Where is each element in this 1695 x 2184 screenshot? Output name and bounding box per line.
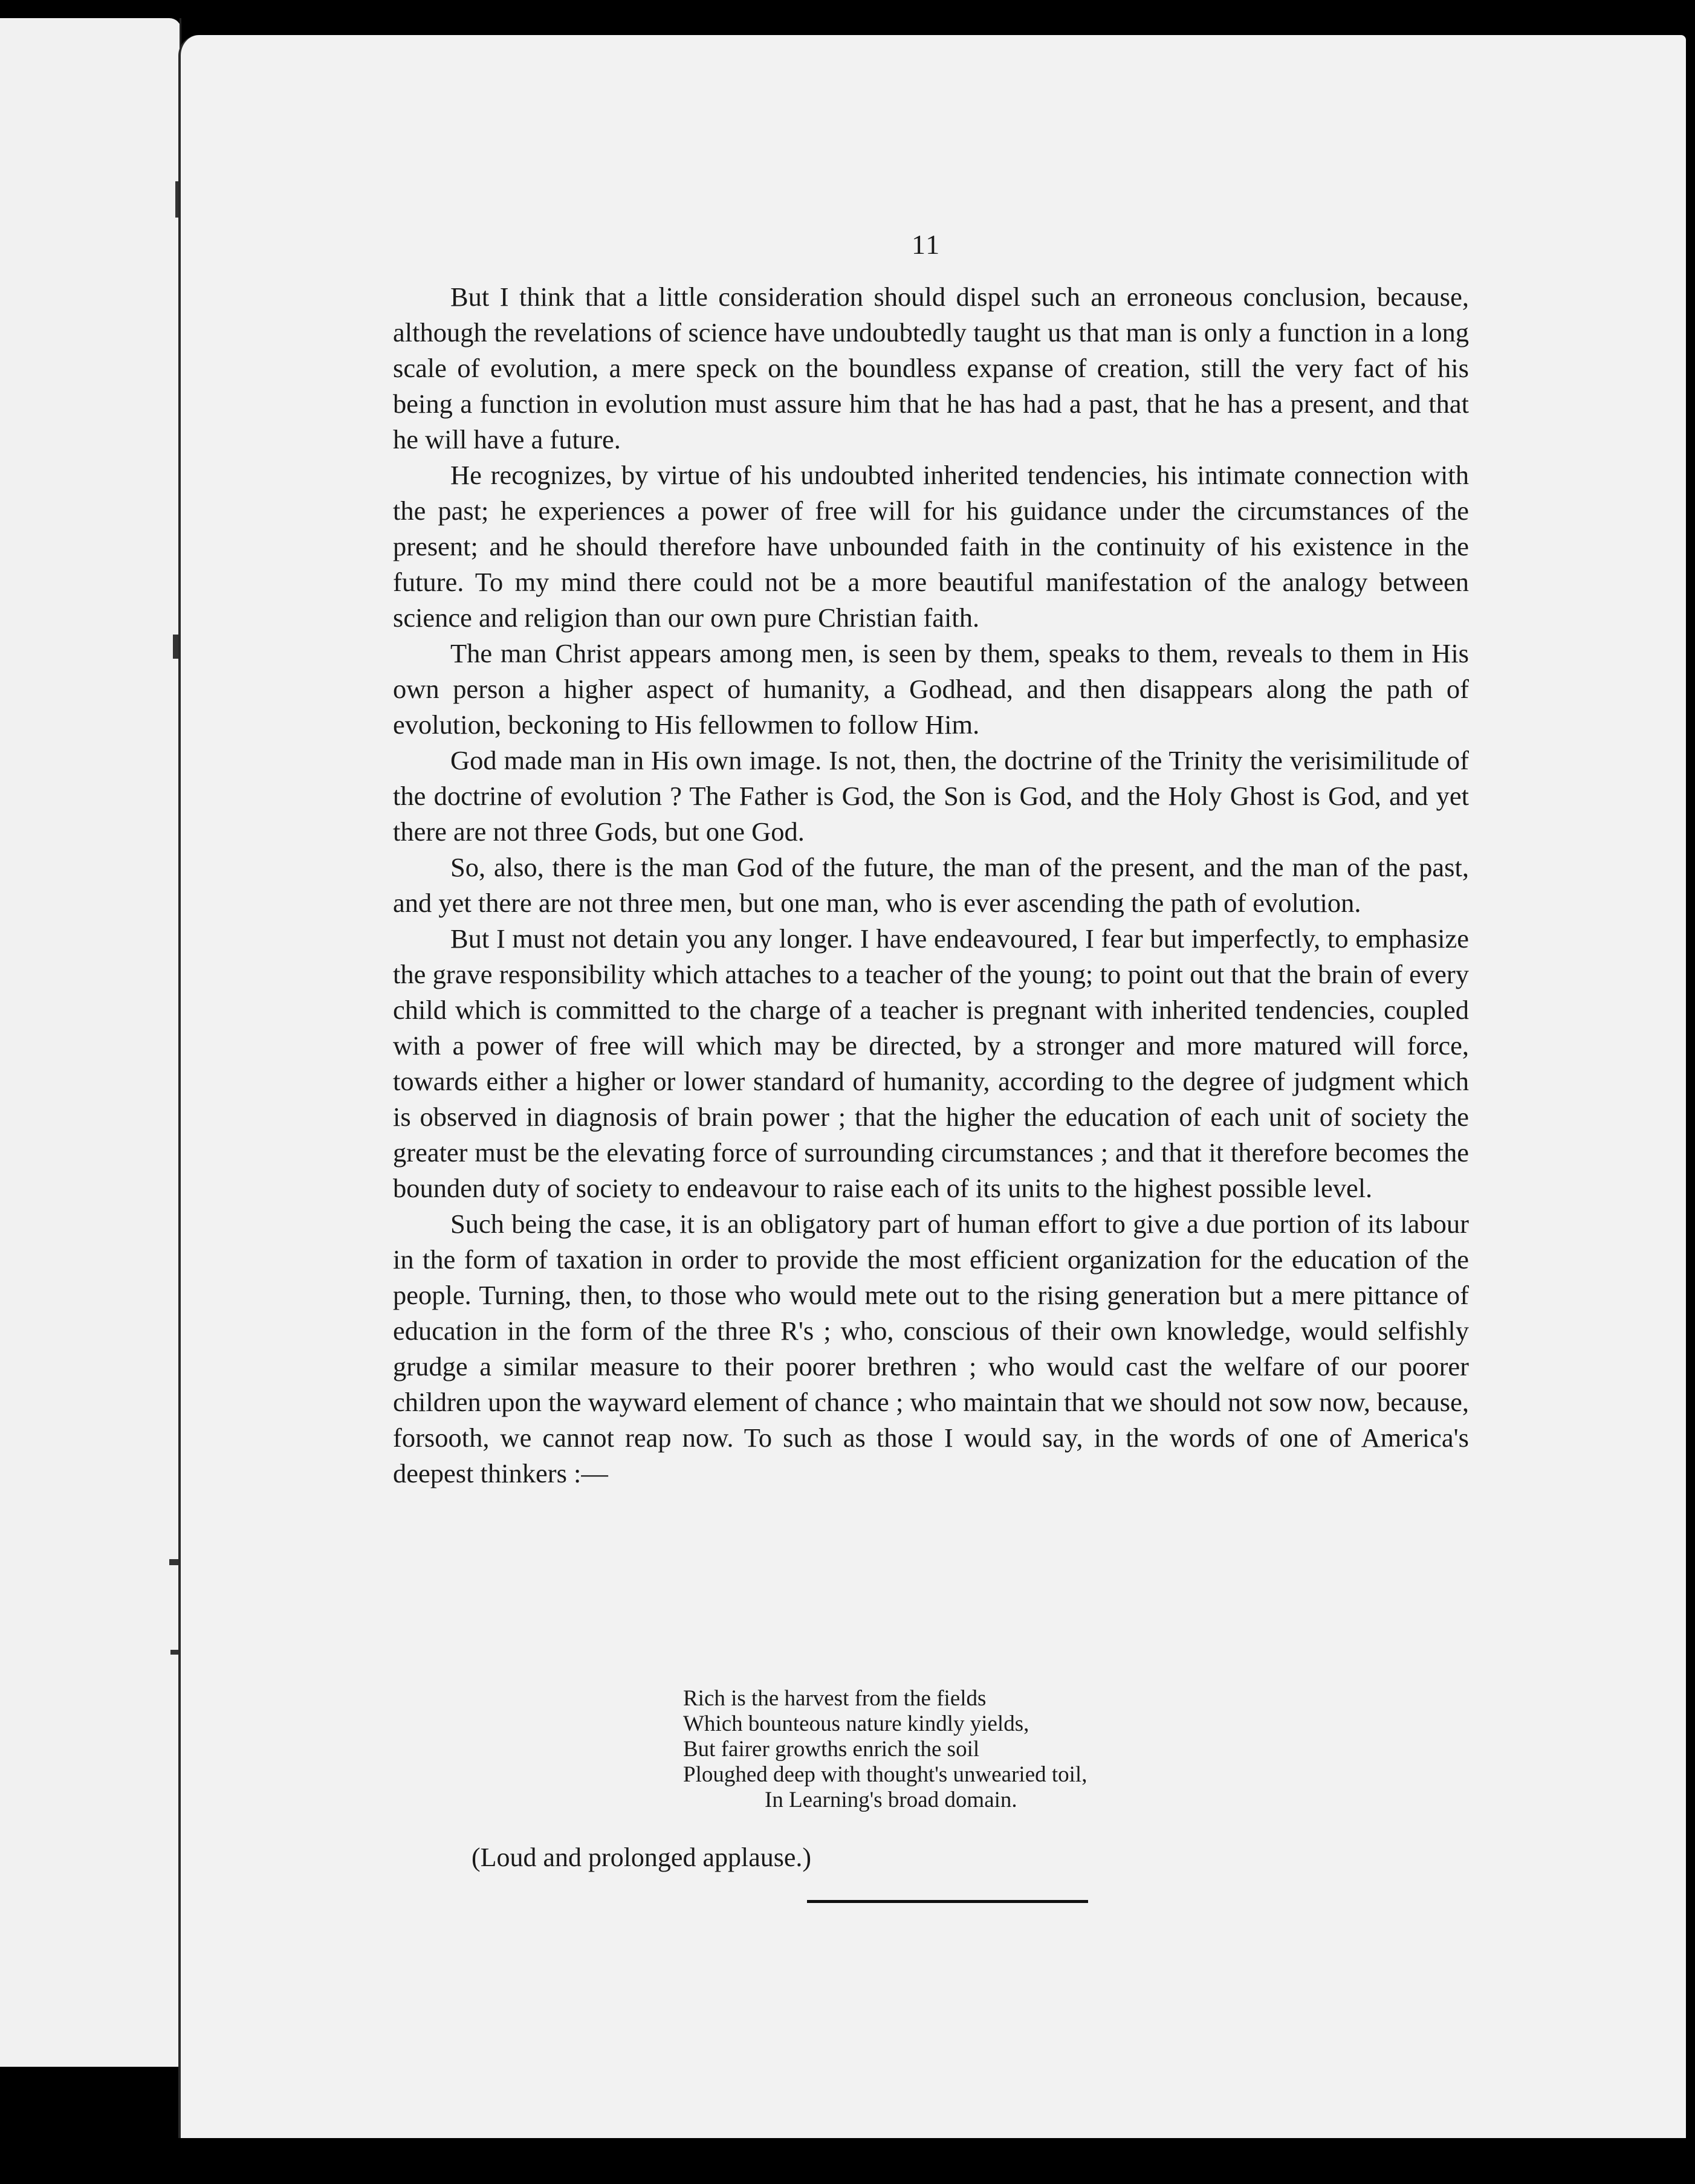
paragraph: But I think that a little consideration should dispel such an erroneous conclusion, because, although the revelations of science have undoubtedly taught us that man is only a function in a long scale of evolution, a mere speck on the boundless expanse of creation, still the very fact of his being a function in evolution must assure him that he has had a past, that he has a present, and that he will have a future. [393, 282, 1469, 454]
paragraph: So, also, there is the man God of the future, the man of the present, and the man of the past, and yet there are not three men, but one man, who is ever ascending the path of evolution. [393, 852, 1469, 918]
paragraph: The man Christ appears among men, is seen by them, speaks to them, reveals to them in His own person a higher aspect of humanity, a Godhead, and then disappears along the path of evolution, beckoning to His fellowmen to follow Him. [393, 638, 1469, 740]
poem-line: Ploughed deep with thought's unwearied toil, [683, 1762, 1087, 1787]
poem-line: Rich is the harvest from the fields [683, 1686, 987, 1711]
paragraph: But I must not detain you any longer. I have endeavoured, I fear but imperfectly, to emphasize the grave responsibility which attaches to a teacher of the young; to point out that the brain of every child which is committed to the charge of a teacher is pregnant with inherited tendencies, coupled with a power of free will which may be directed, by a stronger and more matured will force, towards either a higher or lower standard of humanity, according to the degree of judgment which is observed in diagnosis of brain power ; that the higher the education of each unit of society the greater must be the elevating force of surrounding circumstances ; and that it therefore becomes the bounden duty of society to endeavour to raise each of its units to the highest possible level. [393, 923, 1469, 1203]
closing-rule [807, 1900, 1088, 1903]
binding-mark [170, 1650, 179, 1655]
poem-line: But fairer growths enrich the soil [683, 1737, 980, 1762]
applause-note: (Loud and prolonged applause.) [472, 1843, 812, 1872]
page-number: 11 [912, 229, 941, 260]
facing-page-edge [0, 18, 181, 2067]
paragraph: Such being the case, it is an obligatory part of human effort to give a due portion of its labour in the form of taxation in order to provide the most efficient organization for the education of the people. Turning, then, to those who would mete out to the rising generation but a mere pittance of education in the form of the three R's ; who, conscious of their own knowledge, would selfishly grudge a similar measure to their poorer brethren ; who would cast the welfare of our poorer children upon the wayward element of chance ; who maintain that we should not sow now, because, forsooth, we cannot reap now. To such as those I would say, in the words of one of America's deepest thinkers :— [393, 1209, 1469, 1488]
poem-line: In Learning's broad domain. [765, 1788, 1017, 1812]
paragraph: He recognizes, by virtue of his undoubted inherited tendencies, his intimate connection with the past; he experiences a power of free will for his guidance under the circumstances of the present; and he should therefore have unbounded faith in the continuity of his existence in the future. To my mind there could not be a more beautiful manifestation of the analogy between science and religion than our own pure Christian faith. [393, 460, 1469, 633]
poem-quote [683, 1686, 1087, 1813]
paragraph: God made man in His own image. Is not, then, the doctrine of the Trinity the verisimilitude of the doctrine of evolution ? The Father is God, the Son is God, and the Holy Ghost is God, and yet there are not three Gods, but one God. [393, 745, 1469, 847]
poem-line: Which bounteous nature kindly yields, [683, 1711, 1029, 1736]
binding-mark [169, 1559, 179, 1565]
body-text [393, 279, 1469, 1491]
